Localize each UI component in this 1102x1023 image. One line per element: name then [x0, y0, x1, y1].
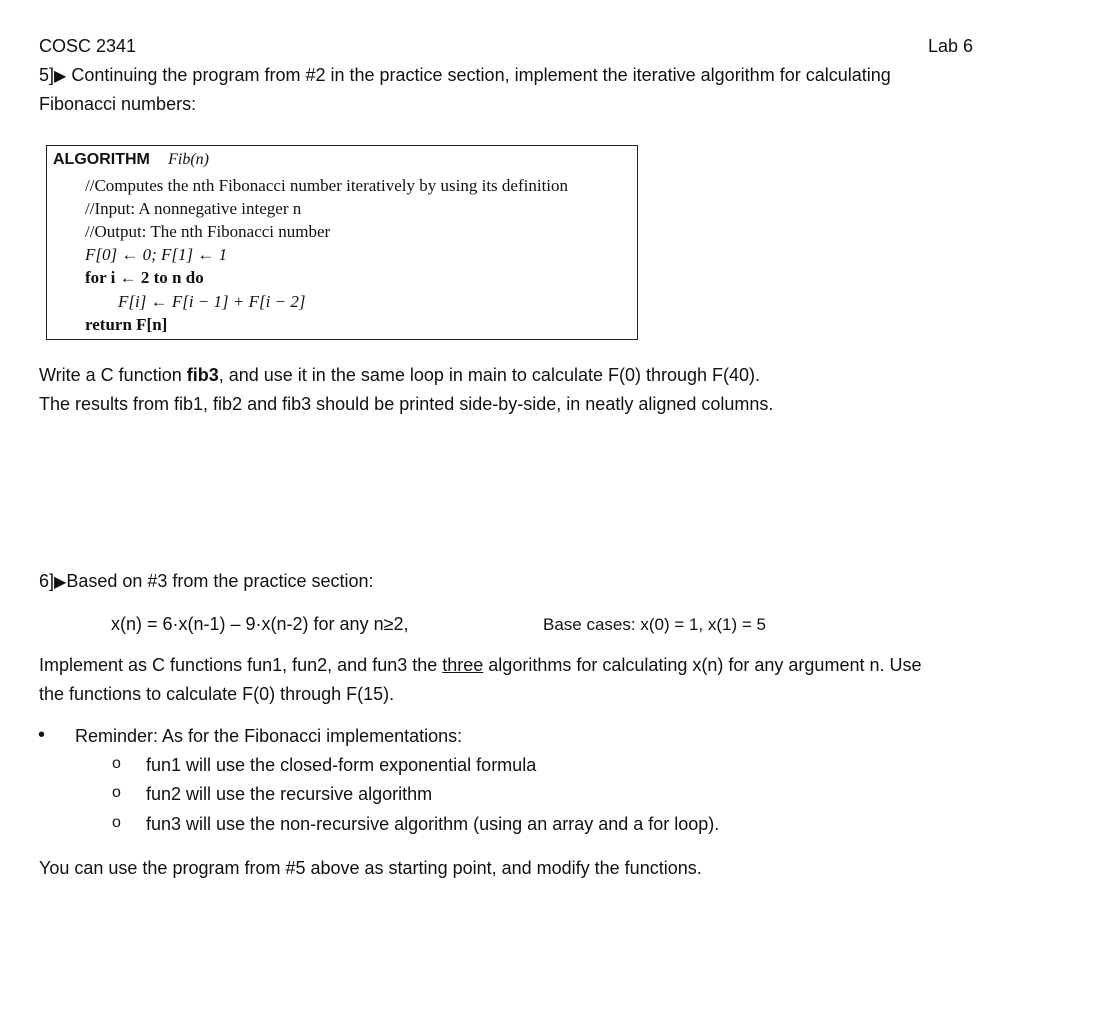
q6-sub-item: fun1 will use the closed-form exponential formula — [146, 755, 537, 775]
q6-impl-pre: Implement as C functions fun1, fun2, and fun3 the — [39, 655, 443, 675]
algorithm-return: return F[n] — [85, 315, 168, 334]
q6-closing: You can use the program from #5 above as starting point, and modify the functions. — [39, 858, 702, 878]
q5-results-line: The results from fib1, fib2 and fib3 should be printed side-by-side, in neatly aligned columns. — [39, 394, 774, 414]
q6-arrow-icon: ▶ — [54, 574, 67, 591]
algorithm-name: Fib(n) — [168, 151, 209, 168]
q6-intro-text: Based on #3 from the practice section: — [66, 571, 374, 591]
q5-write-pre: Write a C function — [39, 365, 187, 385]
q6-implement-line2: the functions to calculate F(0) through F(15). — [39, 684, 395, 704]
algorithm-loop: for i ← 2 to n do — [85, 268, 204, 287]
algorithm-comment-1: //Computes the nth Fibonacci number iteratively by using its definition — [85, 176, 569, 195]
bullet-icon: • — [38, 724, 46, 746]
algorithm-body: F[i] ← F[i − 1] + F[i − 2] — [118, 292, 306, 311]
lab-number: Lab 6 — [928, 36, 974, 56]
q6-sub-item: fun3 will use the non-recursive algorithm (using an array and a for loop). — [146, 814, 720, 834]
q6-number: 6] — [39, 571, 55, 591]
q6-formula: x(n) = 6·x(n-1) – 9·x(n-2) for any n≥2, — [111, 614, 409, 634]
q5-text-line1: Continuing the program from #2 in the practice section, implement the iterative algorithm for calculating — [71, 65, 891, 85]
algorithm-comment-3: //Output: The nth Fibonacci number — [85, 222, 331, 241]
algorithm-header — [53, 150, 209, 168]
algorithm-keyword: ALGORITHM — [53, 151, 150, 168]
algorithm-init: F[0] ← 0; F[1] ← 1 — [85, 245, 228, 264]
sub-bullet-icon: o — [112, 784, 121, 801]
q6-sub-item: fun2 will use the recursive algorithm — [146, 784, 433, 804]
q5-arrow-icon: ▶ — [54, 68, 67, 85]
q6-implement-line — [39, 656, 921, 674]
q5-write-post: , and use it in the same loop in main to calculate F(0) through F(40). — [218, 365, 761, 385]
course-code: COSC 2341 — [39, 36, 137, 56]
sub-bullet-icon: o — [112, 814, 121, 831]
q5-line2: Fibonacci numbers: — [39, 94, 197, 114]
q6-impl-underline: three — [442, 655, 484, 675]
algorithm-comment-2: //Input: A nonnegative integer n — [85, 199, 302, 218]
q5-number: 5] — [39, 65, 55, 85]
q6-reminder: Reminder: As for the Fibonacci implementations: — [75, 726, 463, 746]
q6-impl-post: algorithms for calculating x(n) for any argument n. Use — [483, 655, 922, 675]
sub-bullet-icon: o — [112, 755, 121, 772]
q6-base-cases: Base cases: x(0) = 1, x(1) = 5 — [543, 615, 766, 634]
q5-write-line — [39, 366, 760, 384]
q5-line1 — [39, 66, 891, 85]
q6-intro — [39, 572, 374, 591]
q5-function-name: fib3 — [186, 365, 219, 385]
algorithm-box — [46, 145, 638, 340]
